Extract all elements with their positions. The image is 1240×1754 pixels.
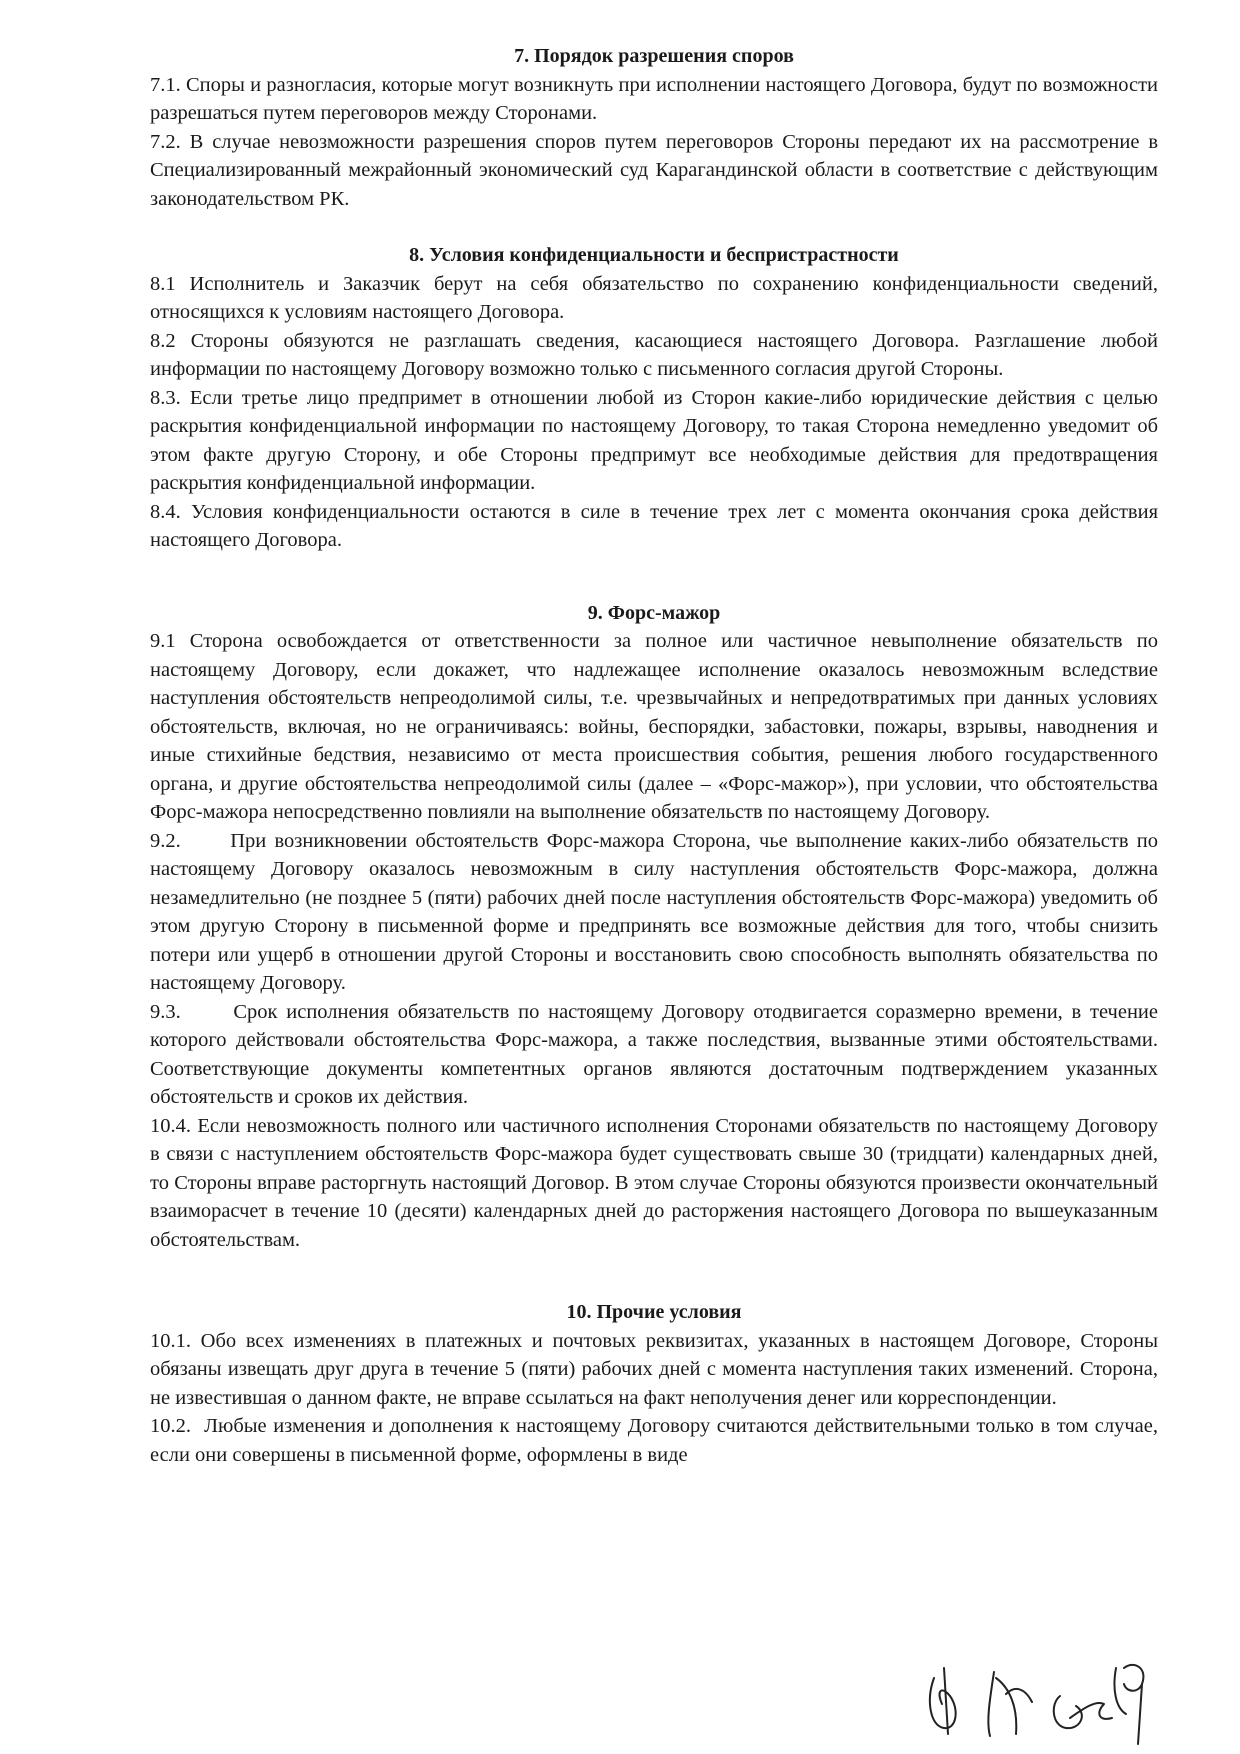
clause-8-1: 8.1 Исполнитель и Заказчик берут на себя обязательство по сохранению конфиденциальности сведений, относящихся к условиям настоящего Договора. bbox=[150, 272, 1158, 323]
clause-7-2: 7.2. В случае невозможности разрешения споров путем переговоров Стороны передают их на рассмотрение в Специализированный межрайонный экономический суд Карагандинской области в соответствие с действующим законодательством РК. bbox=[150, 130, 1158, 210]
section-title: 9. Форс-мажор bbox=[587, 601, 721, 624]
section-title: 8. Условия конфиденциальности и беспристрастности bbox=[409, 244, 899, 266]
clause-8-2: 8.2 Стороны обязуются не разглашать сведения, касающиеся настоящего Договора. Разглашение любой информации по настоящему Договору возможно только с письменного согласия другой Стороны. bbox=[150, 329, 1158, 380]
section-spacer bbox=[150, 213, 1158, 241]
section-title: 7. Порядок разрешения споров bbox=[514, 45, 794, 67]
section-other-terms bbox=[150, 1298, 1158, 1469]
section-spacer bbox=[150, 555, 1158, 599]
section-spacer bbox=[150, 1254, 1158, 1298]
section-title: 10. Прочие условия bbox=[566, 1301, 742, 1323]
clause-8-4: 8.4. Условия конфиденциальности остаются в силе в течение трех лет с момента окончания срока действия настоящего Договора. bbox=[150, 500, 1158, 551]
section-confidentiality bbox=[150, 241, 1158, 555]
clause-7-1: 7.1. Споры и разногласия, которые могут возникнуть при исполнении настоящего Договора, будут по возможности разрешаться путем переговоров между Сторонами. bbox=[150, 73, 1158, 124]
clause-9-1: 9.1 Сторона освобождается от ответственности за полное или частичное невыполнение обязательств по настоящему Договору, если докажет, что надлежащее исполнение оказалось невозможным вследствие наступления обстоятельств непреодолимой силы, т.е. чрезвычайных и непредотвратимых при данных условиях обстоятельств, включая, но не ограничиваясь: войны, беспорядки, забастовки, пожары, взрывы, наводнения и иные стихийные бедствия, независимо от места происшествия события, решения любого государственного органа, и другие обстоятельства непреодолимой силы (далее – «Форс-мажор»), при условии, что обстоятельства Форс-мажора непосредственно повлияли на выполнение обязательств по настоящему Договору. bbox=[150, 630, 1158, 823]
clause-9-2: 9.2. При возникновении обстоятельств Форс-мажора Сторона, чье выполнение каких-либо обязательств по настоящему Договору оказалось невозможным в силу наступления обстоятельств Форс-мажора, должна незамедлительно (не позднее 5 (пяти) рабочих дней после наступления обстоятельств Форс-мажора) уведомить об этом другую Сторону в письменной форме и предпринять все возможные действия для того, чтобы снизить потери или ущерб в отношении другой Стороны и восстановить свою способность выполнять обязательства по настоящему Договору. bbox=[150, 829, 1158, 994]
clause-10-1: 10.1. Обо всех изменениях в платежных и почтовых реквизитах, указанных в настоящем Договоре, Стороны обязаны извещать друг друга в течение 5 (пяти) рабочих дней с момента наступления таких изменений. Сторона, не известившая о данном факте, не вправе ссылаться на факт неполучения денег или корреспонденции. bbox=[150, 1329, 1158, 1409]
clause-8-3: 8.3. Если третье лицо предпримет в отношении любой из Сторон какие-либо юридические действия с целью раскрытия конфиденциальной информации по настоящему Договору, то такая Сторона немедленно уведомит об этом факте другую Сторону, и обе Стороны предпримут все необходимые действия для предотвращения раскрытия конфиденциальной информации. bbox=[150, 386, 1158, 494]
section-disputes bbox=[150, 42, 1158, 213]
section-force-majeure bbox=[150, 599, 1158, 1255]
handwritten-initials bbox=[920, 1638, 1180, 1748]
clause-10-4: 10.4. Если невозможность полного или частичного исполнения Сторонами обязательств по настоящему Договору в связи с наступлением обстоятельств Форс-мажора будет существовать свыше 30 (тридцати) календарных дней, то Стороны вправе расторгнуть настоящий Договор. В этом случае Стороны обязуются произвести окончательный взаиморасчет в течение 10 (десяти) календарных дней до расторжения настоящего Договора по вышеуказанным обстоятельствам. bbox=[150, 1114, 1158, 1251]
clause-9-3: 9.3. Срок исполнения обязательств по настоящему Договору отодвигается соразмерно времени, в течение которого действовали обстоятельства Форс-мажора, а также последствия, вызванные этими обстоятельствами. Соответствующие документы компетентных органов являются достаточным подтверждением указанных обстоятельств и сроков их действия. bbox=[150, 1000, 1158, 1108]
clause-10-2: 10.2. Любые изменения и дополнения к настоящему Договору считаются действительными только в том случае, если они совершены в письменной форме, оформлены в виде bbox=[150, 1415, 1158, 1466]
document-body bbox=[150, 42, 1158, 1469]
